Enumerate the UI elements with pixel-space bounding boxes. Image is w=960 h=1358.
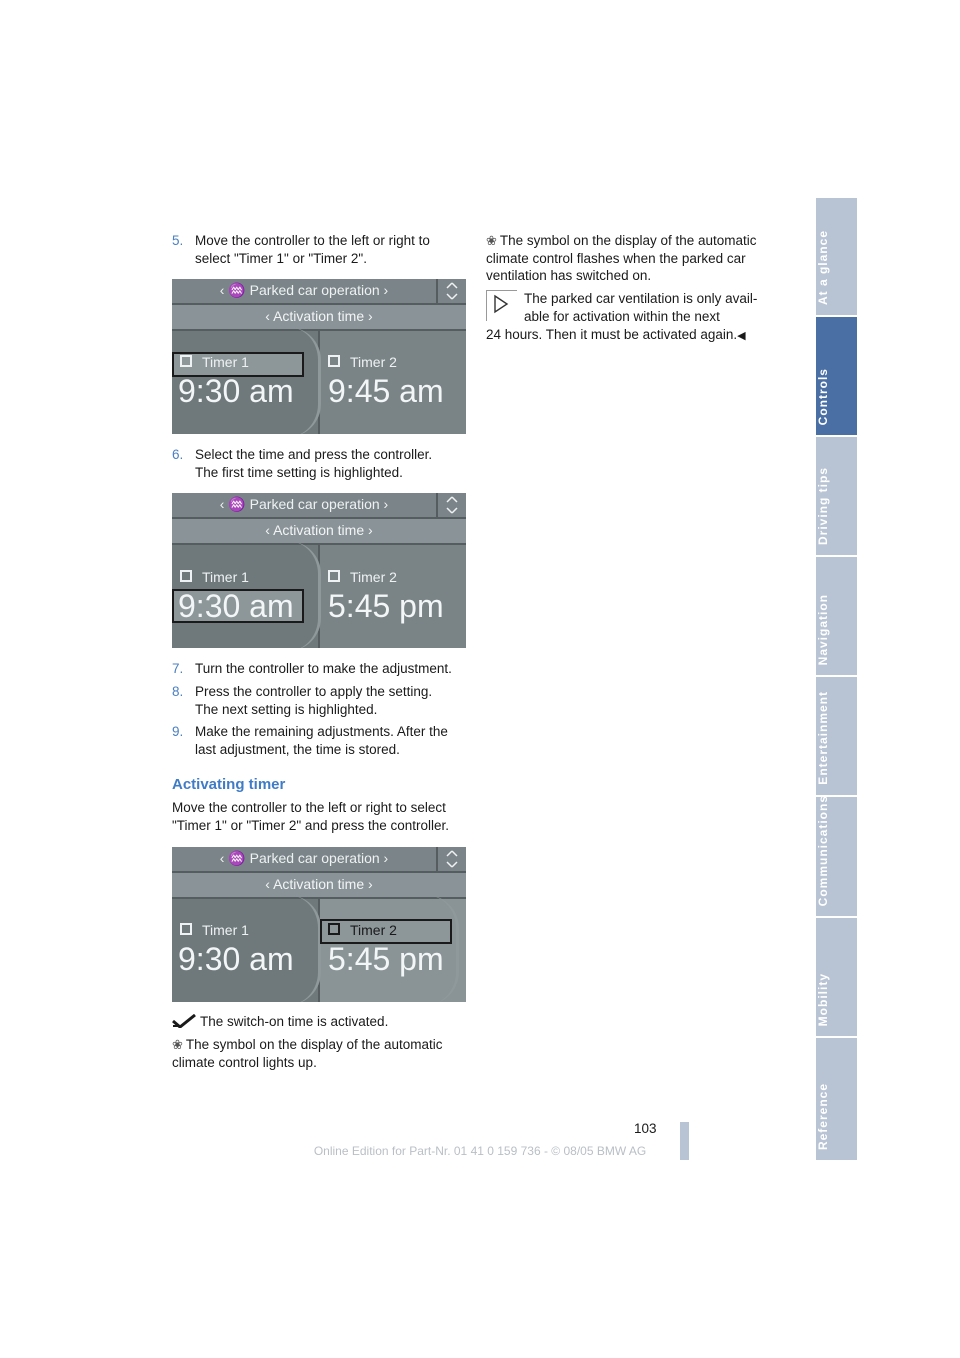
screen-subtitle: ‹ Activation time ›	[265, 522, 373, 538]
timer1-time: 9:30 am	[178, 373, 294, 409]
step-6	[172, 446, 467, 481]
step-5	[172, 232, 467, 267]
step-text: Press the controller to apply the setting.	[195, 684, 433, 699]
fan-icon: ❀	[172, 1037, 183, 1052]
tab-driving-tips[interactable]: Driving tips	[816, 437, 857, 555]
timer2-time: 9:45 am	[328, 373, 444, 409]
timer1-time: 9:30 am	[178, 941, 294, 977]
page-number: 103	[634, 1121, 657, 1136]
timer2-label: Timer 2	[328, 354, 397, 370]
step-8	[172, 683, 467, 718]
step-number: 6.	[172, 447, 184, 462]
avail-note: The parked car ventilation is only avail- able for activation within the next	[524, 291, 758, 324]
tab-at-a-glance[interactable]: At a glance	[816, 198, 857, 315]
timer1-label: Timer 1	[180, 569, 249, 585]
screen-title: ‹ ♒ Parked car operation ›	[219, 496, 389, 512]
footer: Online Edition for Part-Nr. 01 41 0 159 736 - © 08/05 BMW AG	[313, 1144, 647, 1158]
step-9	[172, 723, 467, 758]
step-text: The next setting is highlighted.	[195, 701, 378, 717]
timer2-label: Timer 2	[328, 922, 397, 938]
step-number: 7.	[172, 661, 184, 676]
checkmark-icon	[172, 1014, 196, 1028]
timer1-label: Timer 1	[180, 922, 249, 938]
screen-image-3	[172, 847, 466, 1002]
step-7	[172, 660, 467, 678]
step-text: Turn the controller to make the adjustment.	[195, 661, 452, 676]
timer2-time: 5:45 pm	[328, 588, 444, 624]
screen-title: ‹ ♒ Parked car operation ›	[219, 282, 389, 298]
step-text: last adjustment, the time is stored.	[195, 741, 400, 757]
screen-image-1	[172, 279, 466, 434]
step-text: Make the remaining adjustments. After the	[195, 724, 448, 739]
step-number: 8.	[172, 684, 184, 699]
tab-entertainment[interactable]: Entertainment	[816, 677, 857, 795]
avail-note-end: 24 hours. Then it must be activated again.◀	[486, 327, 746, 342]
play-note-icon	[486, 290, 517, 321]
tab-reference[interactable]: Reference	[816, 1038, 857, 1160]
section-heading: Activating timer	[172, 776, 286, 793]
symbol-flashes-note: ❀ The symbol on the display of the automatic climate control flashes when the parked car ventilation has switched on.	[486, 233, 757, 283]
step-text: select "Timer 1" or "Timer 2".	[195, 250, 367, 266]
symbol-lights-note: ❀ The symbol on the display of the automatic climate control lights up.	[172, 1037, 443, 1070]
screen-subtitle: ‹ Activation time ›	[265, 876, 373, 892]
timer2-label: Timer 2	[328, 569, 397, 585]
tab-controls[interactable]: Controls	[816, 317, 857, 435]
arrows-icon	[438, 493, 466, 517]
arrows-icon	[438, 847, 466, 871]
tab-communications[interactable]: Communications	[816, 797, 857, 916]
arrows-icon	[438, 279, 466, 303]
step-text: The first time setting is highlighted.	[195, 464, 403, 480]
step-number: 9.	[172, 724, 184, 739]
timer1-time: 9:30 am	[178, 588, 294, 624]
tab-navigation[interactable]: Navigation	[816, 557, 857, 675]
switch-on-note: The switch-on time is activated.	[172, 1013, 472, 1031]
screen-image-2	[172, 493, 466, 648]
step-number: 5.	[172, 233, 184, 248]
fan-icon: ❀	[486, 233, 497, 248]
screen-subtitle: ‹ Activation time ›	[265, 308, 373, 324]
screen-title: ‹ ♒ Parked car operation ›	[219, 850, 389, 866]
timer2-time: 5:45 pm	[328, 941, 444, 977]
tab-mobility[interactable]: Mobility	[816, 918, 857, 1036]
timer1-label: Timer 1	[180, 354, 249, 370]
step-text: Select the time and press the controller.	[195, 447, 433, 462]
section-intro: Move the controller to the left or right to select "Timer 1" or "Timer 2" and press the controller.	[172, 800, 450, 833]
step-text: Move the controller to the left or right to	[195, 233, 430, 248]
